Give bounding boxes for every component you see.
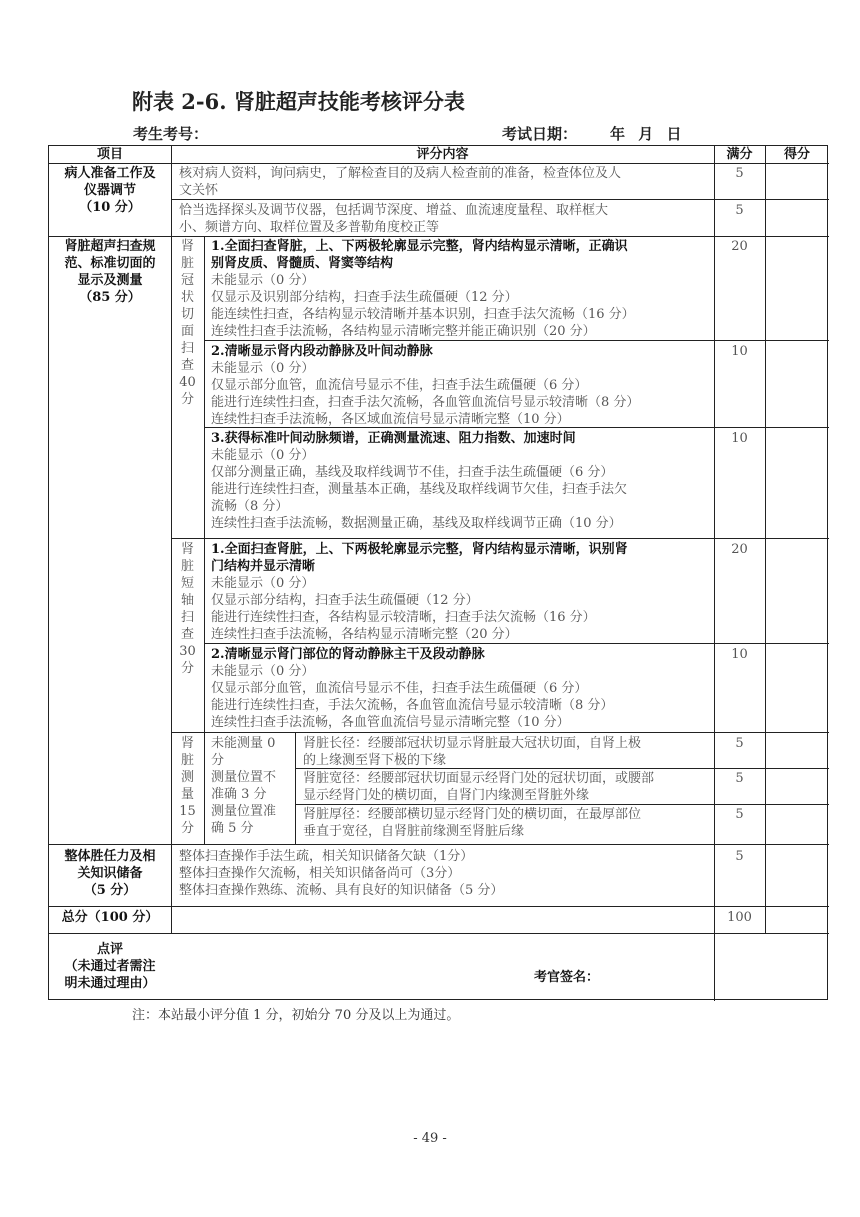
header-content: 评分内容 <box>416 147 469 162</box>
prep-row-1: 核对病人资料，询问病史，了解检查目的及病人检查前的准备，检查体位及人 文关怀 <box>179 166 622 198</box>
score-table <box>48 145 828 1000</box>
measurement-length: 肾脏长径：经腰部冠状切显示肾脏最大冠状切面，自肾上极 的上缘测至肾下极的下缘 <box>303 736 642 768</box>
measurement-label: 肾 脏 测 量 15 分 <box>179 736 196 836</box>
coronal-item-3: 3.获得标准叶间动脉频谱，正确测量流速、阻力指数、加速时间 未能显示（0 分） 仅部分测量正确，基线及取样线调节不佳，扫查手法生疏僵硬（6 分） 能进行连续性扫查，测量基本正确，基线及取样线调节欠佳，扫查手法欠 流畅（8 分） 连续性扫查手法流畅，数据测量正确，基线及取样线调节正确（10 分） <box>211 431 628 531</box>
full-score: 20 <box>731 542 748 557</box>
short-axis-item-1: 1.全面扫查肾脏，上、下两极轮廓显示完整，肾内结构显示清晰，识别肾 门结构并显示清晰 未能显示（0 分） 仅显示部分结构，扫查手法生疏僵硬（12 分） 能进行连续性扫查，各结构显示较清晰，扫查手法欠流畅（16 分） 连续性扫查手法流畅，各结构显示清晰完整（20 分） <box>211 542 628 642</box>
full-score: 5 <box>735 166 744 181</box>
total-score: 100 <box>727 910 752 925</box>
measurement-width: 肾脏宽径：经腰部冠状切面显示经肾门处的冠状切面，或腰部 显示经肾门处的横切面，自肾门内缘测至肾脏外缘 <box>303 771 655 803</box>
prep-row-2: 恰当选择探头及调节仪器，包括调节深度、增益、血流速度量程、取样框大 小、频谱方向、取样位置及多普勒角度校正等 <box>179 203 609 235</box>
full-score: 5 <box>735 849 744 864</box>
full-score: 5 <box>735 736 744 751</box>
full-score: 5 <box>735 203 744 218</box>
full-score: 5 <box>735 771 744 786</box>
exam-no-label: 考生考号： <box>133 125 209 143</box>
full-score: 20 <box>731 239 748 254</box>
date-fields: 年 月 日 <box>610 125 682 143</box>
full-score: 10 <box>731 344 748 359</box>
coronal-item-1: 1.全面扫查肾脏，上、下两极轮廓显示完整，肾内结构显示清晰，正确识 别肾皮质、肾髓质、肾窦等结构 未能显示（0 分） 仅显示及识别部分结构，扫查手法生疏僵硬（12 分） 能连续性扫查，各结构显示较清晰并基本识别，扫查手法欠流畅（16 分） 连续性扫查手法流畅，各结构显示清晰完整并能正确识别（20 分） <box>211 239 635 339</box>
full-score: 10 <box>731 431 748 446</box>
review-label: 点评 （未通过者需注 明未通过理由） <box>64 942 156 991</box>
examiner-signature-label: 考官签名： <box>534 970 600 985</box>
section-competence-label: 整体胜任力及相 关知识储备 （5 分） <box>64 849 156 898</box>
measurement-levels: 未能测量 0 分 测量位置不 准确 3 分 测量位置准 确 5 分 <box>211 736 277 836</box>
exam-date-label: 考试日期： <box>502 125 578 143</box>
short-axis-scan-label: 肾 脏 短 轴 扫 查 30 分 <box>179 542 196 676</box>
coronal-item-2: 2.清晰显示肾内段动静脉及叶间动静脉 未能显示（0 分） 仅显示部分血管，血流信号显示不佳，扫查手法生疏僵硬（6 分） 能进行连续性扫查，扫查手法欠流畅，各血管血流信号显示较清晰（8 分） 连续性扫查手法流畅，各区域血流信号显示清晰完整（10 分） <box>211 344 640 427</box>
footnote: 注：本站最小评分值 1 分，初始分 70 分及以上为通过。 <box>132 1008 460 1023</box>
measurement-thickness: 肾脏厚径：经腰部横切显示经肾门处的横切面，在最厚部位 垂直于宽径，自肾脏前缘测至肾脏后缘 <box>303 807 642 839</box>
section-prep-label: 病人准备工作及 仪器调节 （10 分） <box>64 166 156 215</box>
form-title: 附表 2-6. 肾脏超声技能考核评分表 <box>132 89 465 114</box>
competence-criteria: 整体扫查操作手法生疏，相关知识储备欠缺（1分） 整体扫查操作欠流畅，相关知识储备尚可（3分） 整体扫查操作熟练、流畅、具有良好的知识储备（5 分） <box>179 849 504 898</box>
header-item: 项目 <box>96 147 123 162</box>
total-label: 总分（100 分） <box>61 910 159 925</box>
short-axis-item-2: 2.清晰显示肾门部位的肾动静脉主干及段动静脉 未能显示（0 分） 仅显示部分血管，血流信号显示不佳，扫查手法生疏僵硬（6 分） 能进行连续性扫查，手法欠流畅，各血管血流信号显示较清晰（8 分） 连续性扫查手法流畅，各血管血流信号显示清晰完整（10 分） <box>211 647 614 730</box>
header-full-score: 满分 <box>726 147 753 162</box>
header-score: 得分 <box>783 147 810 162</box>
examiner-signature-field[interactable] <box>619 961 819 991</box>
page-number: - 49 - <box>413 1131 447 1146</box>
full-score: 10 <box>731 647 748 662</box>
coronal-scan-label: 肾 脏 冠 状 切 面 扫 查 40 分 <box>179 239 196 407</box>
full-score: 5 <box>735 807 744 822</box>
section-scan-label: 肾脏超声扫查规 范、标准切面的 显示及测量 （85 分） <box>64 239 156 305</box>
